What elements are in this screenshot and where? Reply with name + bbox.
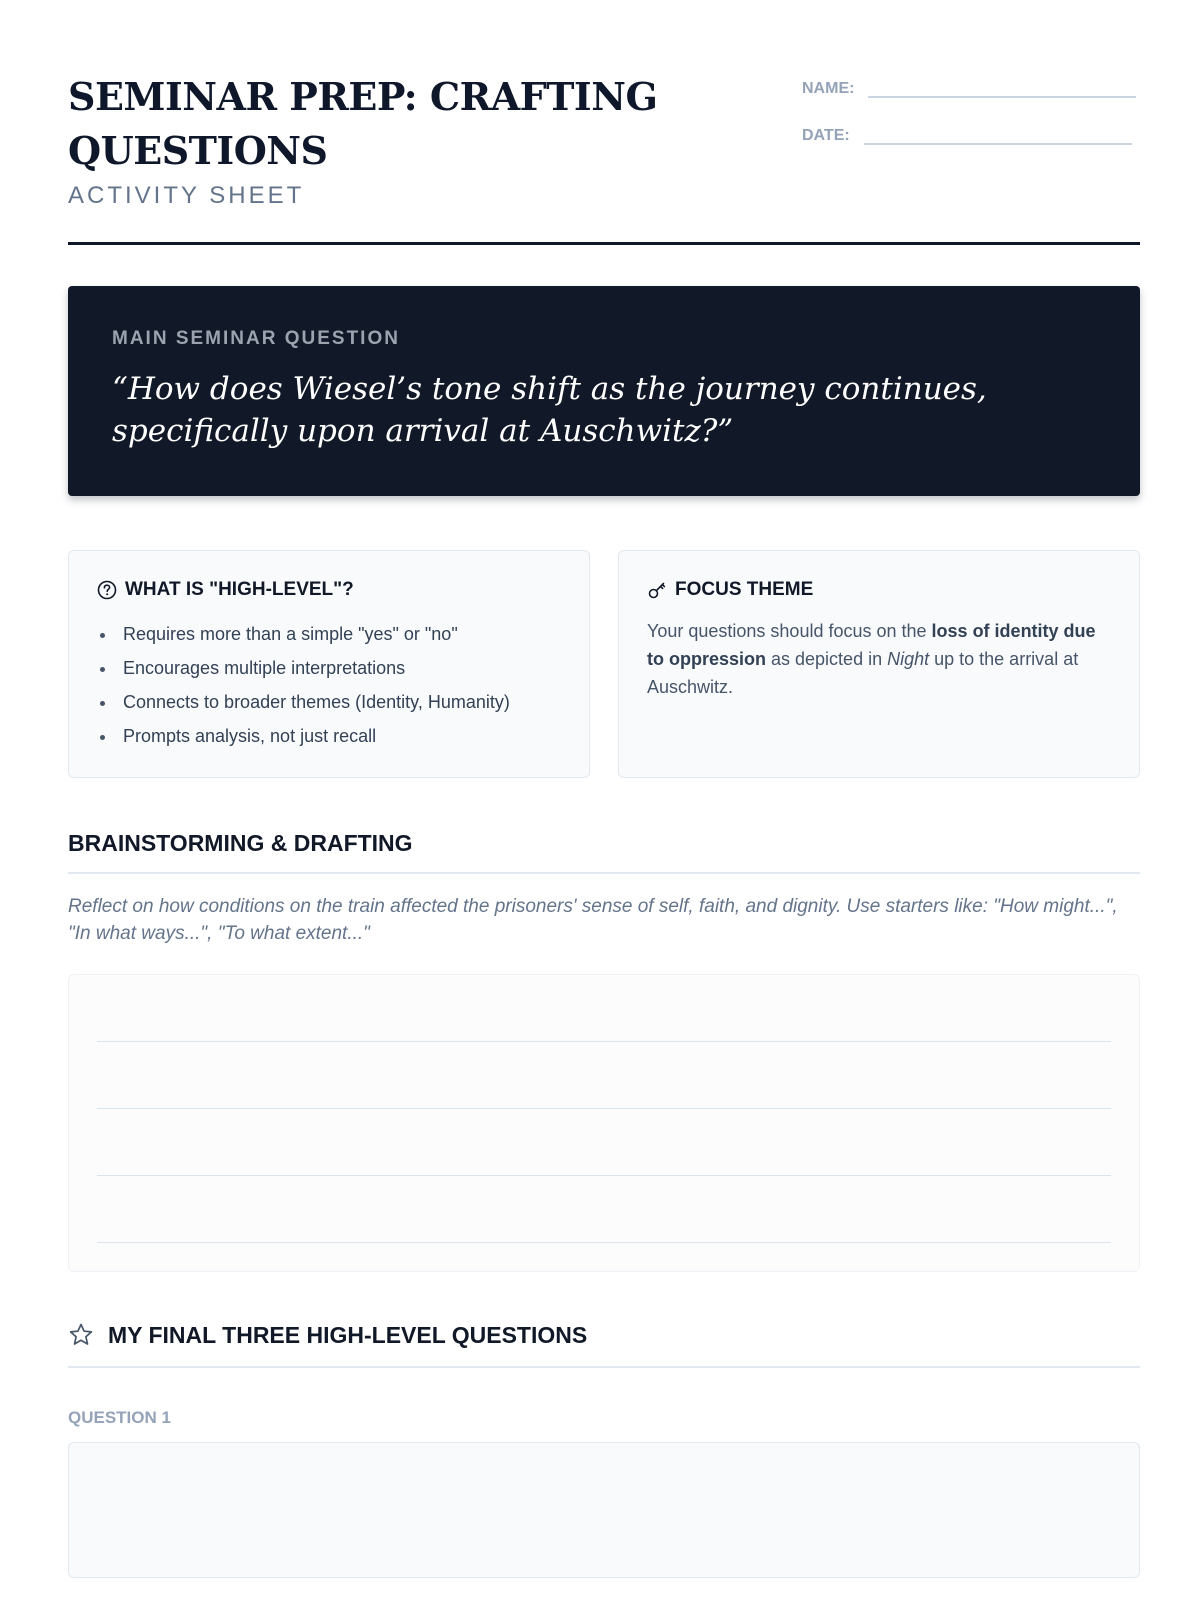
date-label: DATE:: [802, 127, 850, 144]
writing-line: [97, 1242, 1111, 1243]
writing-line: [97, 1108, 1111, 1109]
name-field[interactable]: [868, 74, 1136, 98]
question-1-answer-box[interactable]: [68, 1442, 1140, 1578]
focus-theme-title-text: FOCUS THEME: [675, 579, 814, 600]
high-level-title-text: WHAT IS "HIGH-LEVEL"?: [125, 579, 354, 600]
list-item: • Connects to broader themes (Identity, Humanity): [117, 685, 561, 719]
brainstorm-heading-text: BRAINSTORMING & DRAFTING: [68, 830, 413, 856]
page-subtitle: ACTIVITY SHEET: [68, 182, 305, 209]
page-title: SEMINAR PREP: CRAFTING QUESTIONS: [68, 74, 658, 173]
high-level-card: [68, 550, 590, 778]
date-field[interactable]: [864, 121, 1132, 145]
focus-theme-card-title: [647, 579, 1111, 601]
book-title: Night: [887, 649, 930, 669]
key-icon: [647, 580, 667, 600]
date-row: [802, 121, 1132, 145]
main-question-label: MAIN SEMINAR QUESTION: [112, 328, 400, 349]
final-questions-heading-text: MY FINAL THREE HIGH-LEVEL QUESTIONS: [108, 1322, 588, 1348]
final-questions-heading: [68, 1322, 1140, 1368]
star-icon: [68, 1322, 94, 1348]
brainstorm-heading: [68, 830, 1140, 874]
focus-theme-card: [618, 550, 1140, 778]
list-item: • Encourages multiple interpretations: [117, 651, 561, 685]
name-label: NAME:: [802, 80, 855, 97]
writing-line: [97, 1175, 1111, 1176]
high-level-list: [97, 617, 561, 753]
focus-theme-emphasis: loss of identity due to oppression: [647, 621, 1096, 669]
list-item: • Requires more than a simple "yes" or "no": [117, 617, 561, 651]
name-row: [802, 74, 1136, 98]
brainstorm-instructions: Reflect on how conditions on the train affected the prisoners' sense of self, faith, and dignity. Use starters like: "How might...", "In what ways...", "To what extent...": [68, 896, 1118, 944]
question-circle-icon: [97, 580, 117, 600]
main-question-box: [68, 286, 1140, 496]
high-level-card-title: [97, 579, 561, 601]
writing-line: [97, 1041, 1111, 1042]
page-header: [68, 0, 1140, 245]
main-question-text: “How does Wiesel’s tone shift as the journey continues, specifically upon arrival at Auschwitz?”: [112, 371, 987, 449]
question-1-label: QUESTION 1: [68, 1408, 171, 1427]
list-item: • Prompts analysis, not just recall: [117, 719, 561, 753]
focus-theme-text: Your questions should focus on the loss of identity due to oppression as depicted in Night up to the arrival at Auschwitz.: [647, 621, 1096, 697]
brainstorm-writing-area[interactable]: [68, 974, 1140, 1272]
